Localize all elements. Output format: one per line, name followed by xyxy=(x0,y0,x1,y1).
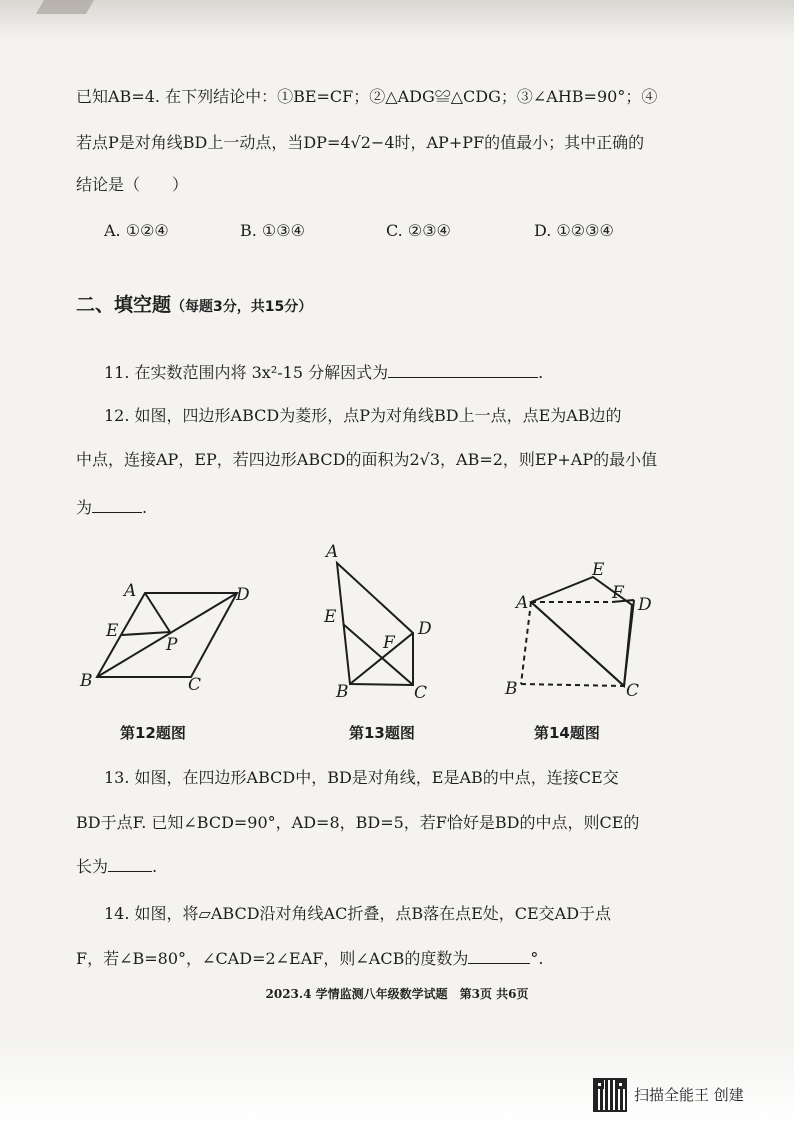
section-title: 二、填空题 xyxy=(76,294,172,316)
q12-line-3 xyxy=(76,496,147,519)
page-corner-smudge xyxy=(36,0,94,14)
fig14-segment-dc xyxy=(624,600,634,686)
section-heading xyxy=(76,290,312,317)
fig13-quadrilateral xyxy=(337,563,413,685)
fig13-label-d: D xyxy=(418,619,432,639)
q13-end: . xyxy=(152,857,158,876)
page-top-shadow xyxy=(0,0,794,40)
fig14-caption: 第14题图 xyxy=(534,724,600,742)
fig14-label-f: F xyxy=(612,583,624,603)
scanner-watermark: 扫描全能王 创建 xyxy=(634,1086,744,1104)
q11-end: . xyxy=(538,363,544,382)
fig12-label-e: E xyxy=(106,621,119,641)
q14-line-1: 14. 如图，将▱ABCD沿对角线AC折叠，点B落在点E处，CE交AD于点 xyxy=(104,904,612,923)
choice-c: C. ②③④ xyxy=(386,221,451,240)
section-subtitle: （每题3分，共15分） xyxy=(171,299,313,315)
fig14-label-d: D xyxy=(638,595,652,615)
figure-12 xyxy=(70,575,260,695)
q13-answer-blank[interactable] xyxy=(108,855,152,872)
page-footer: 2023.4 学情监测八年级数学试题 第3页 共6页 xyxy=(265,987,529,1001)
fig13-label-e: E xyxy=(324,607,337,627)
q11-answer-blank[interactable] xyxy=(388,361,538,378)
fig12-segment-ep xyxy=(122,632,170,635)
q12-area-value: 2√3 xyxy=(409,450,441,469)
fig13-caption: 第13题图 xyxy=(349,724,415,742)
q12-line-2 xyxy=(76,449,657,471)
fig13-label-b: B xyxy=(336,682,349,702)
q14-end: °. xyxy=(530,949,544,968)
q10-line-1: 已知AB=4. 在下列结论中：①BE=CF；②△ADG≌△CDG；③∠AHB=90°；④ xyxy=(76,87,658,106)
fig12-caption: 第12题图 xyxy=(120,724,186,742)
q12-line-3-text: 为 xyxy=(76,498,93,517)
fig12-label-d: D xyxy=(236,585,250,605)
q11-text: 11. 在实数范围内将 3x²-15 分解因式为 xyxy=(104,363,389,382)
fig12-label-p: P xyxy=(166,635,178,655)
fig14-label-e: E xyxy=(592,560,605,580)
fig14-label-b: B xyxy=(505,679,518,699)
fig14-dashed-ab xyxy=(521,602,531,684)
q11 xyxy=(104,361,543,384)
q12-line-1: 12. 如图，四边形ABCD为菱形，点P为对角线BD上一点，点E为AB边的 xyxy=(104,406,622,425)
q14-line-2 xyxy=(76,947,543,970)
fig13-label-f: F xyxy=(383,633,395,653)
figure-14 xyxy=(500,558,660,700)
choice-a: A. ①②④ xyxy=(104,221,169,240)
fig14-label-c: C xyxy=(626,681,640,701)
q12-line-2a: 中点，连接AP，EP，若四边形ABCD的面积为 xyxy=(76,450,410,469)
fig12-label-c: C xyxy=(188,675,202,695)
q13-line-3-text: 长为 xyxy=(76,857,109,876)
fig14-diagonal-ac xyxy=(531,602,624,686)
q12-end: . xyxy=(142,498,148,517)
figure-13 xyxy=(320,538,440,703)
qr-code-icon xyxy=(593,1078,627,1112)
q13-line-1: 13. 如图，在四边形ABCD中，BD是对角线，E是AB的中点，连接CE交 xyxy=(104,768,619,787)
fig13-label-c: C xyxy=(414,683,428,703)
fig13-label-a: A xyxy=(326,542,339,562)
q12-answer-blank[interactable] xyxy=(92,496,142,513)
fig12-label-a: A xyxy=(124,581,137,601)
q10-line-2: 若点P是对角线BD上一动点，当DP=4√2−4时，AP+PF的值最小；其中正确的 xyxy=(76,133,645,152)
choice-b: B. ①③④ xyxy=(240,221,305,240)
q13-line-2: BD于点F. 已知∠BCD=90°，AD=8，BD=5，若F恰好是BD的中点，则CE的 xyxy=(76,813,640,832)
q14-answer-blank[interactable] xyxy=(468,947,530,964)
q10-line-3: 结论是（ ） xyxy=(76,175,189,194)
fig14-dashed-bc xyxy=(521,684,624,686)
q14-line-2-text: F，若∠B=80°，∠CAD=2∠EAF，则∠ACB的度数为 xyxy=(76,949,469,968)
fig14-label-a: A xyxy=(516,593,529,613)
fig13-segment-ce xyxy=(343,624,413,685)
fig12-segment-ap xyxy=(145,593,170,632)
page-bottom-fade xyxy=(0,1040,794,1124)
fig12-label-b: B xyxy=(80,671,93,691)
choice-d: D. ①②③④ xyxy=(534,221,614,240)
q13-line-3 xyxy=(76,855,157,878)
q12-line-2b: ，AB=2，则EP+AP的最小值 xyxy=(440,450,658,469)
